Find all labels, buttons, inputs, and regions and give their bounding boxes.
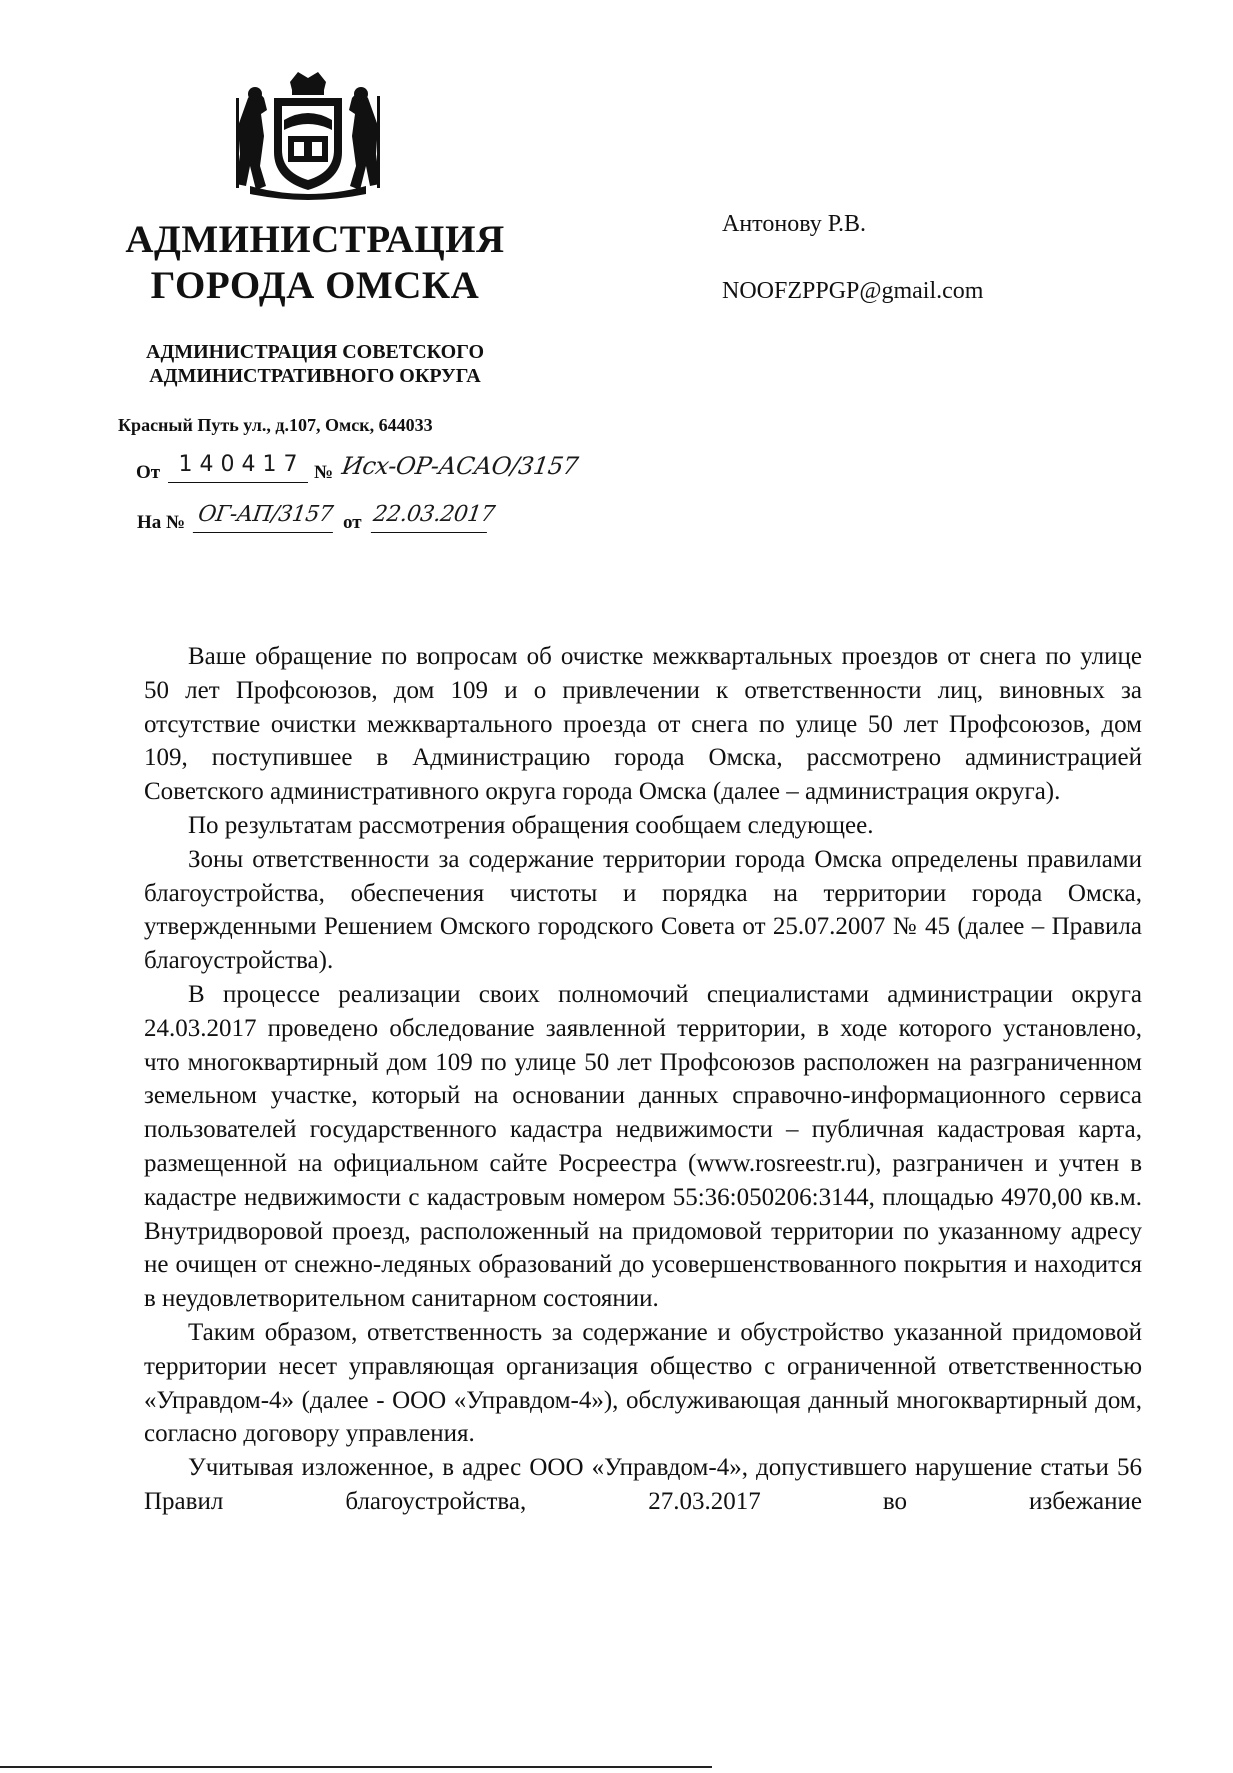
- body-paragraph: Таким образом, ответственность за содержание и обустройство указанной придомовой территории несет управляющая организация общество с ограниченной ответственностью «Управдом-4» (далее - ООО «Управдом-4»), обслуживающая данный многоквартирный дом, согласно договору управления.: [144, 1318, 1142, 1448]
- sender-address: Красный Путь ул., д.107, Омск, 644033: [118, 415, 433, 435]
- outgoing-date-field: 1 4 0 4 1 7: [168, 452, 308, 483]
- suborg-title-line1: АДМИНИСТРАЦИЯ СОВЕТСКОГО: [146, 341, 484, 363]
- org-title-line1: АДМИНИСТРАЦИЯ: [125, 218, 505, 261]
- suborg-title-line2: АДМИНИСТРАТИВНОГО ОКРУГА: [149, 365, 481, 387]
- recipient-name: Антонову Р.В.: [722, 211, 867, 237]
- reply-date-label: от: [343, 512, 362, 533]
- body-paragraph: Учитывая изложенное, в адрес ООО «Управдом-4», допустившего нарушение статьи 56 Правил благоустройства, 27.03.2017 во избежание: [144, 1454, 1142, 1515]
- omsk-coat-of-arms-icon: [228, 68, 388, 200]
- body-paragraph: Ваше обращение по вопросам об очистке межквартальных проездов от снега по улице 50 лет Профсоюзов, дом 109 и о привлечении к ответственности лиц, виновных за отсутствие очистки межквартального проезда от снега по улице 50 лет Профсоюзов, дом 109, поступившее в Администрацию города Омска, рассмотрено администрацией Советского административного округа города Омска (далее – администрация округа).: [144, 643, 1142, 806]
- body-paragraph: По результатам рассмотрения обращения сообщаем следующее.: [188, 811, 874, 839]
- from-label: От: [136, 462, 161, 483]
- reply-number-field: ОГ-АП/3157: [193, 502, 337, 533]
- outgoing-number-field: Исх-ОР-АСАО/3157: [340, 452, 580, 480]
- number-label: №: [314, 462, 334, 483]
- reply-date-field: 22.03.2017: [371, 502, 491, 533]
- org-title-line2: ГОРОДА ОМСКА: [150, 264, 480, 307]
- reply-number-label: На №: [137, 512, 186, 533]
- scan-edge-line: [0, 1766, 712, 1768]
- recipient-email: NOOFZPPGP@gmail.com: [722, 278, 984, 304]
- letter-body: [144, 640, 1142, 1519]
- body-paragraph: В процессе реализации своих полномочий специалистами администрации округа 24.03.2017 проведено обследование заявленной территории, в ходе которого установлено, что многоквартирный дом 109 по улице 50 лет Профсоюзов расположен на разграниченном земельном участке, который на основании данных справочно-информационного сервиса пользователей государственного кадастра недвижимости – публичная кадастровая карта, размещенной на официальном сайте Росреестра (www.rosreestr.ru), разграничен и учтен в кадастре недвижимости с кадастровым номером 55:36:050206:3144, площадью 4970,00 кв.м. Внутридворовой проезд, расположенный на придомовой территории по указанному адресу не очищен от снежно-ледяных образований до усовершенствованного покрытия и находится в неудовлетворительном санитарном состоянии.: [144, 980, 1142, 1313]
- body-paragraph: Зоны ответственности за содержание территории города Омска определены правилами благоустройства, обеспечения чистоты и порядка на территории города Омска, утвержденными Решением Омского городского Совета от 25.07.2007 № 45 (далее – Правила благоустройства).: [144, 845, 1142, 975]
